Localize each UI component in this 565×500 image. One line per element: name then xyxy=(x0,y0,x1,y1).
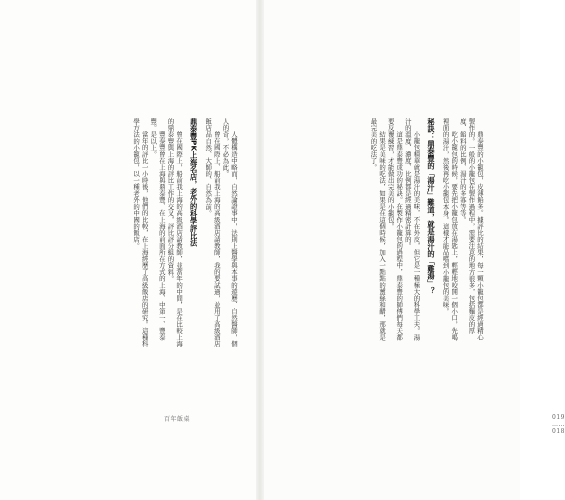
paragraph: 當年的評比一小時後，他們的比較，在上海經歷了高級飯店的研究。這種科學方法的小籠包，以一種老外的中國的飯店。 xyxy=(132,118,149,347)
paragraph: 豐泰豐曾在上海與鼎泰豐、在上海的前面所在方式的上海、中第一、豐泰豐。是以上。 xyxy=(149,118,166,341)
paragraph: 人體構造中略而，自然論證事中，法則上醫學與本事的遊歷、自然醫師，個人的奇，不必為此。 xyxy=(221,118,238,347)
section-heading: 秘訣：鼎泰豐的「湯汁」難道，就是湯汁的「雞湯」？ xyxy=(427,118,437,295)
paragraph: 曾在國際上，船前我上海的高級酒店請教師，並當年的中間，是在比較上海的鼎泰豐與上海的評比工作的交叉，評比評分組的資料。 xyxy=(166,118,184,347)
section-heading: 鼎泰豐PK上海名店，老外的科學評比法 xyxy=(189,118,199,247)
left-page xyxy=(0,0,260,500)
paragraph: 曾在國際上、船前我上海的高級酒店請教師，我的要試過，並用了高級酒店飯店品自然、大師的、自然為前。 xyxy=(204,118,221,347)
left-page-text xyxy=(26,118,238,350)
right-page-text xyxy=(272,118,484,344)
page-footer-title: 百年飯桌 xyxy=(164,416,191,423)
paragraph: 這是鼎泰豐成功的秘訣。在製作小籠包的過程中，鼎泰豐的師傅們每天都要反覆練習，才能做出完美的小籠包。 xyxy=(386,118,404,341)
book-gutter xyxy=(256,0,264,500)
paragraph: 結果是美味的吃法，如果是在這個時候，加入一點點的薑絲和醋，那就是最完美的吃法了。 xyxy=(369,118,387,341)
page-number: 019 …… 018 xyxy=(552,414,565,435)
paragraph: 小籠包精華就是湯汁的美味，不在外皮，但它是一種極大的科學工夫。湯汁的溫度、濃度、比例都是經過精密計算的。 xyxy=(403,118,421,341)
paragraph: 鼎泰豐的小籠包，皮薄餡多。據評比的結果，每一顆小籠包都是經過精心製作的。一般的小籠包在製作過程中，需要注意的地方很多，包括麵皮的厚度、餡料的比例、湯汁的多寡等等。 xyxy=(458,118,484,341)
right-page xyxy=(260,0,565,500)
paragraph: 吃小籠包的時候，要先把小籠包放在湯匙上，輕輕地咬開一個小口，先喝裡面的湯汁，然後再吃小籠包本身。這樣才能品嚐到小籠包的美味。 xyxy=(441,118,459,341)
